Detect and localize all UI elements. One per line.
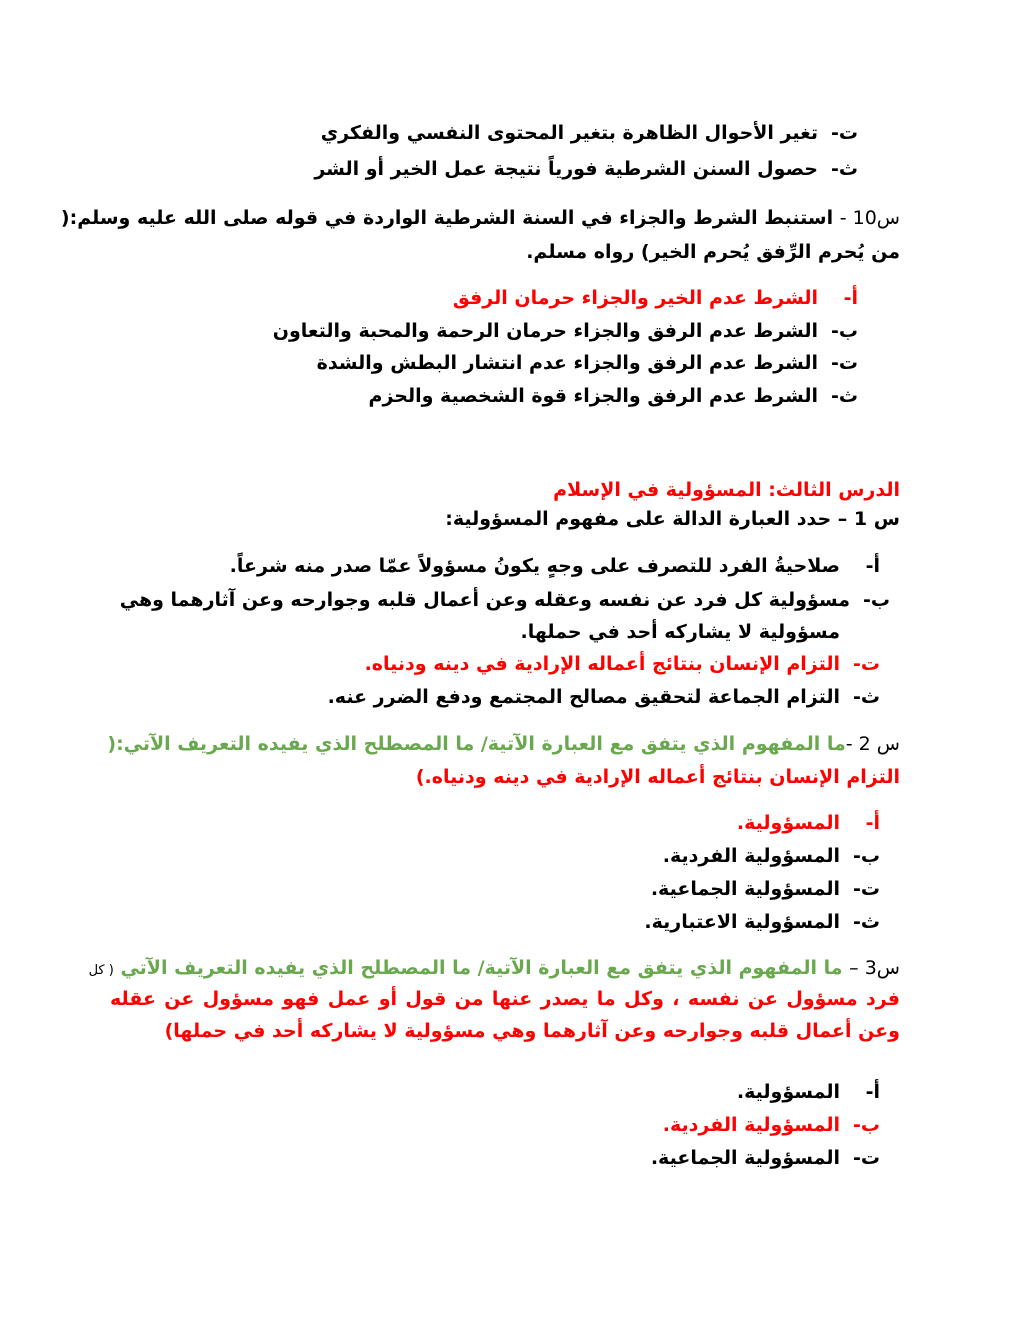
- option-text: الشرط عدم الرفق والجزاء عدم انتشار البطش والشدة: [316, 352, 818, 374]
- option-row: [651, 1143, 880, 1173]
- option-text: المسؤولية الفردية.: [662, 845, 840, 867]
- question-10-line2: [526, 237, 900, 267]
- option-text: الشرط عدم الرفق والجزاء قوة الشخصية والحزم: [368, 385, 818, 407]
- question-2-definition: التزام الإنسان بنتائج أعماله الإرادية في دينه ودنياه.): [415, 766, 900, 788]
- option-row: [317, 348, 858, 378]
- question-3-definition: فرد مسؤول عن نفسه ، وكل ما يصدر عنها من قول أو عمل فهو مسؤول عن عقله وعن أعمال قلبه وجوارحه وعن آثارهما وهي مسؤولية لا يشاركه أحد في حملها): [110, 988, 900, 1042]
- question-text: ما المفهوم الذي يتفق مع العبارة الآتية/ ما المصطلح الذي يفيده التعريف الآتي:(: [107, 733, 846, 755]
- question-paren: ( كل: [88, 963, 114, 978]
- question-text: ما المفهوم الذي يتفق مع العبارة الآتية/ ما المصطلح الذي يفيده التعريف الآتي: [120, 957, 843, 979]
- option-row: [321, 118, 858, 148]
- question-number: س10 -: [839, 207, 900, 229]
- question-text: استنبط الشرط والجزاء في السنة الشرطية الواردة في قوله صلى الله عليه وسلم:(: [60, 207, 834, 229]
- option-row-answer: [663, 1110, 880, 1140]
- question-number: س 2 -: [845, 733, 900, 755]
- option-letter: ت-: [853, 1147, 880, 1169]
- option-row: [230, 551, 880, 581]
- option-text: المسؤولية الجماعية.: [650, 878, 840, 900]
- option-letter: ت-: [831, 122, 858, 144]
- option-text: التزام الإنسان بنتائج أعماله الإرادية في دينه ودنياه.: [364, 653, 840, 675]
- option-letter: ث-: [831, 158, 858, 180]
- option-text: صلاحيةُ الفرد للتصرف على وجهٍ يكونُ مسؤولاً عمّا صدر منه شرعاً.: [229, 555, 840, 577]
- question-3-line1: [89, 953, 900, 986]
- question-number: س 1 –: [837, 508, 900, 530]
- option-text: المسؤولية.: [736, 1081, 840, 1103]
- option-row: [328, 682, 880, 712]
- option-row-answer: [453, 283, 858, 313]
- option-text: تغير الأحوال الظاهرة بتغير المحتوى النفسي والفكري: [320, 122, 818, 144]
- option-row: [314, 154, 858, 184]
- option-text: التزام الجماعة لتحقيق مصالح المجتمع ودفع الضرر عنه.: [327, 686, 840, 708]
- lesson-title: الدرس الثالث: المسؤولية في الإسلام: [553, 479, 900, 501]
- option-letter: ث-: [853, 911, 880, 933]
- question-2-line1: [107, 729, 900, 759]
- option-row: [120, 585, 890, 615]
- question-text: حدد العبارة الدالة على مفهوم المسؤولية:: [445, 508, 832, 530]
- option-row: [737, 1077, 880, 1107]
- option-letter: ت-: [853, 878, 880, 900]
- option-letter: ت-: [853, 653, 880, 675]
- option-text: مسؤولية كل فرد عن نفسه وعقله وعن أعمال قلبه وجوارحه وعن آثارهما وهي: [119, 589, 850, 611]
- option-row: [644, 907, 880, 937]
- option-row-answer: [737, 808, 880, 838]
- option-letter: ب-: [853, 845, 880, 867]
- option-text: المسؤولية.: [736, 812, 840, 834]
- question-number: س3 –: [849, 957, 900, 979]
- option-letter: ث-: [853, 686, 880, 708]
- option-text: الشرط عدم الرفق والجزاء حرمان الرحمة والمحبة والتعاون: [272, 320, 818, 342]
- question-1: [445, 504, 900, 534]
- question-10-line1: [61, 203, 900, 233]
- option-text: الشرط عدم الخير والجزاء حرمان الرفق: [452, 287, 818, 309]
- question-text-continued: من يُحرم الرِّفق يُحرم الخير) رواه مسلم.: [526, 241, 900, 263]
- option-text: المسؤولية الفردية.: [662, 1114, 840, 1136]
- option-row: [369, 381, 858, 411]
- option-letter: أ-: [865, 555, 880, 577]
- option-row: [663, 841, 880, 871]
- option-row-answer: [365, 649, 880, 679]
- option-letter: ب-: [831, 320, 858, 342]
- option-text: المسؤولية الاعتبارية.: [644, 911, 840, 933]
- option-text: حصول السنن الشرطية فورياً نتيجة عمل الخير أو الشر: [314, 158, 818, 180]
- option-row: [651, 874, 880, 904]
- option-continued: مسؤولية لا يشاركه أحد في حملها.: [520, 621, 840, 643]
- option-letter: أ-: [865, 1081, 880, 1103]
- option-letter: أ-: [843, 287, 858, 309]
- option-row: [273, 316, 858, 346]
- option-letter: ب-: [853, 1114, 880, 1136]
- option-letter: أ-: [865, 812, 880, 834]
- option-text: المسؤولية الجماعية.: [650, 1147, 840, 1169]
- option-letter: ث-: [831, 385, 858, 407]
- option-letter: ب-: [863, 589, 890, 611]
- option-letter: ت-: [831, 352, 858, 374]
